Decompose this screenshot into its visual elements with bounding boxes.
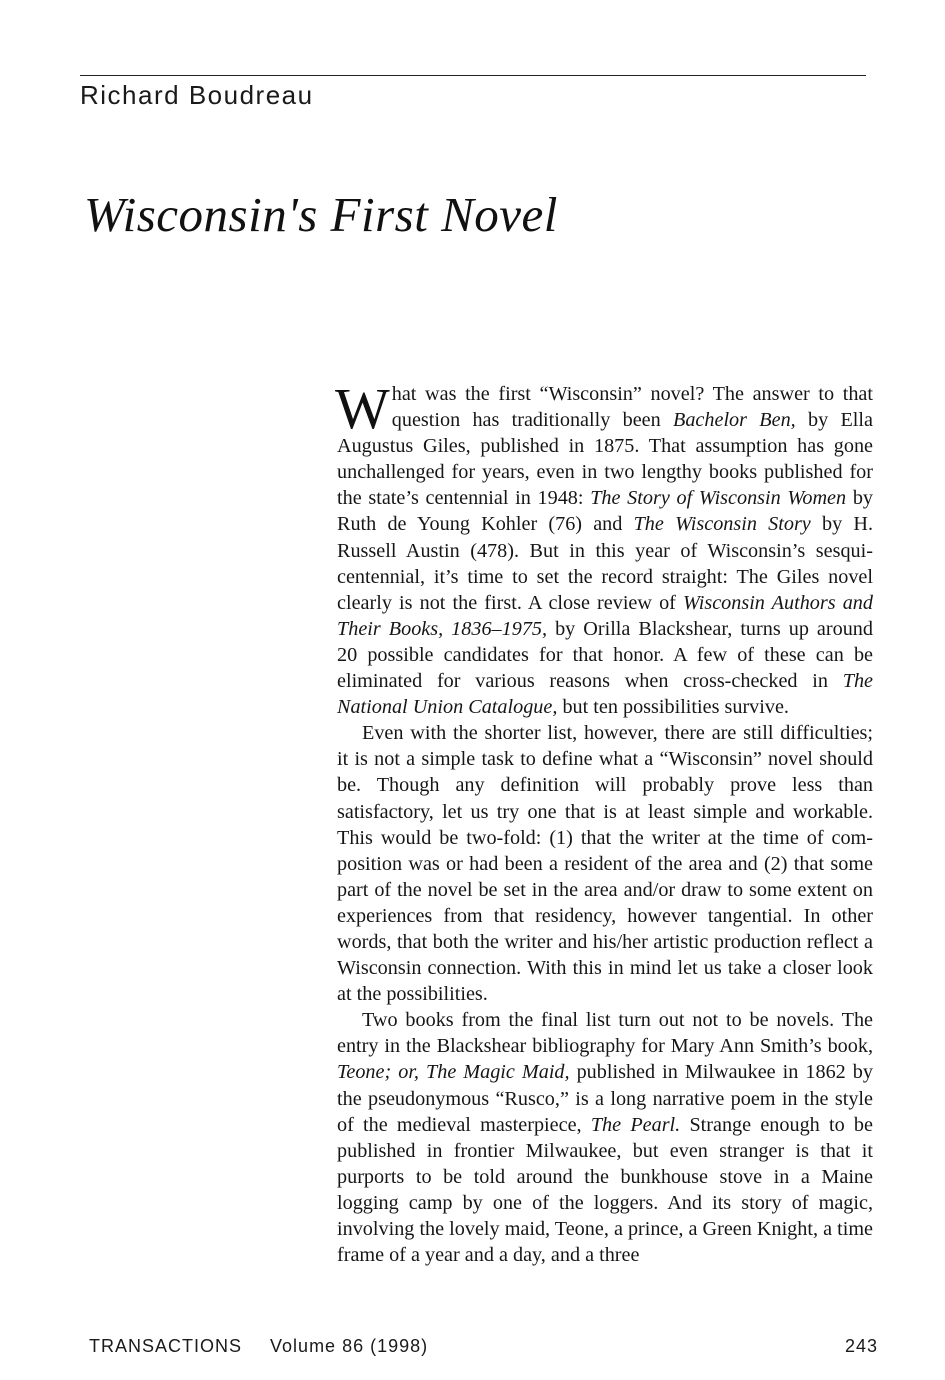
header-rule bbox=[80, 75, 866, 76]
journal-name: TRANSACTIONS bbox=[89, 1336, 243, 1356]
paragraph-1: What was the first “Wisconsin” novel? The answer to that question has traditionally been Bachelor Ben, by Ella Augustus Giles, published in 1875. That assumption has gone unchallenged for years, even in two lengthy books published for the state’s centennial in 1948: The Story of Wisconsin Women by Ruth de Young Kohler (76) and The Wisconsin Story by H. Russell Austin (478). But in this year of Wisconsin’s sesquicentennial, it’s time to set the record straight: The Giles novel clearly is not the first. A close review of Wisconsin Authors and Their Books, 1836–1975, by Orilla Blackshear, turns up around 20 possible candidates for that honor. A few of these can be eliminated for various reasons when cross-checked in The National Union Catalogue, but ten possibilities survive. bbox=[335, 376, 873, 719]
drop-cap: W bbox=[335, 376, 390, 441]
book-title: Teone; or, The Magic Maid, bbox=[337, 1061, 570, 1084]
page-number: 243 bbox=[844, 1336, 878, 1356]
paragraph-2: Even with the shorter list, however, there are still difficulties; it is not a simple task to define what a “Wisconsin” novel should be. Though any definition will probably prove less than satisfactory, let us try one that is at least simple and workable. This would be two-fold: (1) that the writer at the time of composition was or had been a resident of the area and (2) that some part of the novel be set in the area and/or draw to some extent on experiences from that residency, however tangential. In other words, that both the writer and his/her artistic production reflect a Wisconsin connection. With this in mind let us take a closer look at the possibilities. bbox=[337, 722, 873, 1006]
volume-info: Volume 86 (1998) bbox=[270, 1336, 429, 1356]
book-title: The Story of Wisconsin Women bbox=[590, 487, 847, 510]
paragraph-3: Two books from the final list turn out not to be novels. The entry in the Blackshear bibliography for Mary Ann Smith’s book, Teone; or, The Magic Maid, published in Milwaukee in 1862 by the pseudonymous “Rusco,” is a long narrative poem in the style of the medieval masterpiece, The Pearl. Strange enough to be published in frontier Milwaukee, but even stranger is that it purports to be told around the bunkhouse stove in a Maine logging camp by one of the loggers. And its story of magic, involving the lovely maid, Teone, a prince, a Green Knight, a time frame of a year and a day, and a three bbox=[337, 1009, 873, 1267]
book-title: The Wisconsin Story bbox=[633, 513, 811, 536]
article-title: Wisconsin's First Novel bbox=[84, 187, 558, 242]
book-title: Bachelor Ben, bbox=[673, 409, 796, 432]
book-title: The National Union Catalogue, bbox=[337, 670, 873, 719]
book-title: The Pearl. bbox=[590, 1113, 681, 1136]
page-footer bbox=[89, 1336, 878, 1357]
author-name: Richard Boudreau bbox=[80, 80, 314, 110]
article-body bbox=[335, 376, 873, 1268]
book-title: Wisconsin Authors and Their Books, 1836–1975, bbox=[337, 591, 873, 640]
